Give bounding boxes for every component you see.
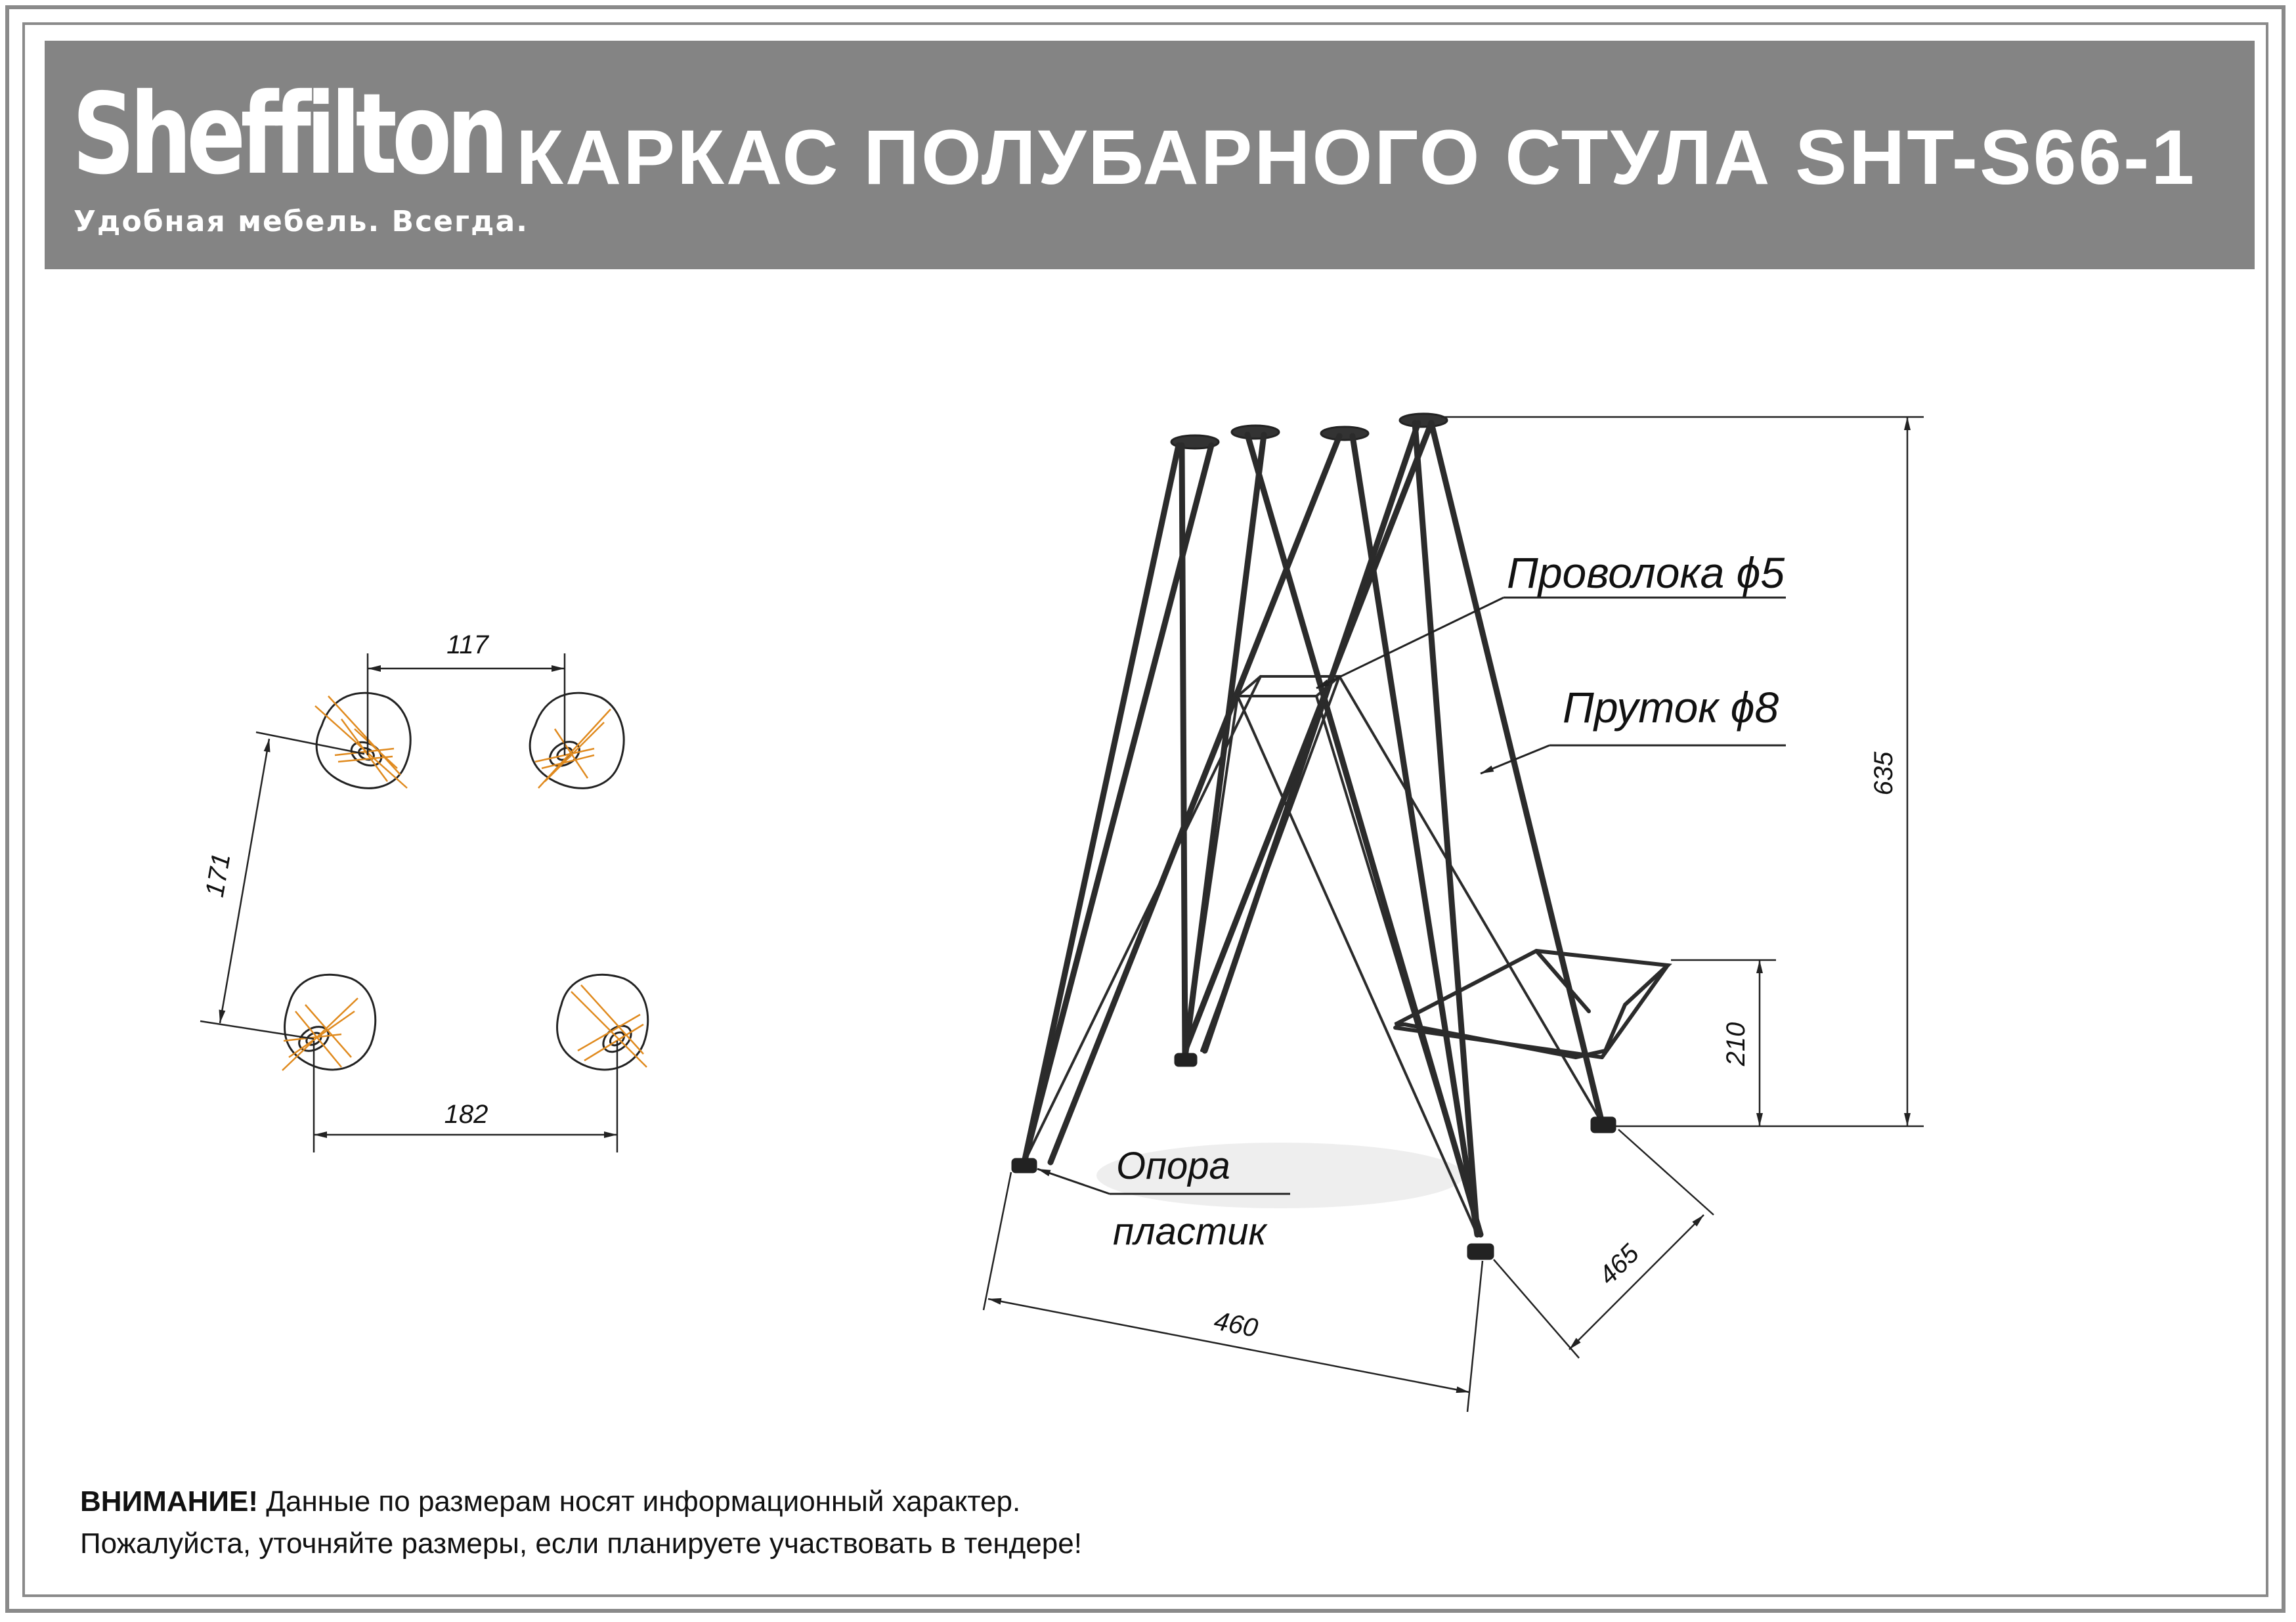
dim-635-label: 635: [1869, 751, 1898, 796]
warning-line-1: [80, 1485, 1020, 1518]
plan-view: [200, 653, 648, 1152]
warning-bold: ВНИМАНИЕ!: [80, 1485, 259, 1518]
dim-182-label: 182: [444, 1100, 488, 1129]
dim-210-label: 210: [1722, 1022, 1750, 1066]
foot-pad-top-left: [315, 693, 410, 788]
dim-171-label: 171: [200, 851, 236, 900]
dim-117-label: 117: [446, 630, 488, 659]
rod-label: Пруток ϕ8: [1563, 683, 1779, 732]
brand-logo: Sheffilton: [72, 70, 504, 200]
foot-pad-bottom-right: [557, 975, 648, 1070]
chair-frame: [1012, 414, 1668, 1259]
page-title: КАРКАС ПОЛУБАРНОГО СТУЛА SHT-S66-1: [516, 114, 2196, 201]
wire-label: Проволока ϕ5: [1507, 548, 1785, 597]
brand-tagline: Удобная мебель. Всегда.: [74, 205, 529, 238]
foot-pad-top-right: [530, 693, 624, 788]
warning-line-2: Пожалуйста, уточняйте размеры, если планируете участвовать в тендере!: [80, 1527, 1082, 1560]
warning-text: Данные по размерам носят информационный характер.: [258, 1485, 1021, 1518]
dim-465-label: 465: [1593, 1238, 1645, 1290]
foot-pad-bottom-left: [282, 975, 376, 1070]
material-label: пластик: [1113, 1210, 1267, 1253]
rod-legs: [1024, 423, 1602, 1235]
support-label: Опора: [1116, 1145, 1230, 1187]
dim-460-label: 460: [1211, 1306, 1261, 1344]
